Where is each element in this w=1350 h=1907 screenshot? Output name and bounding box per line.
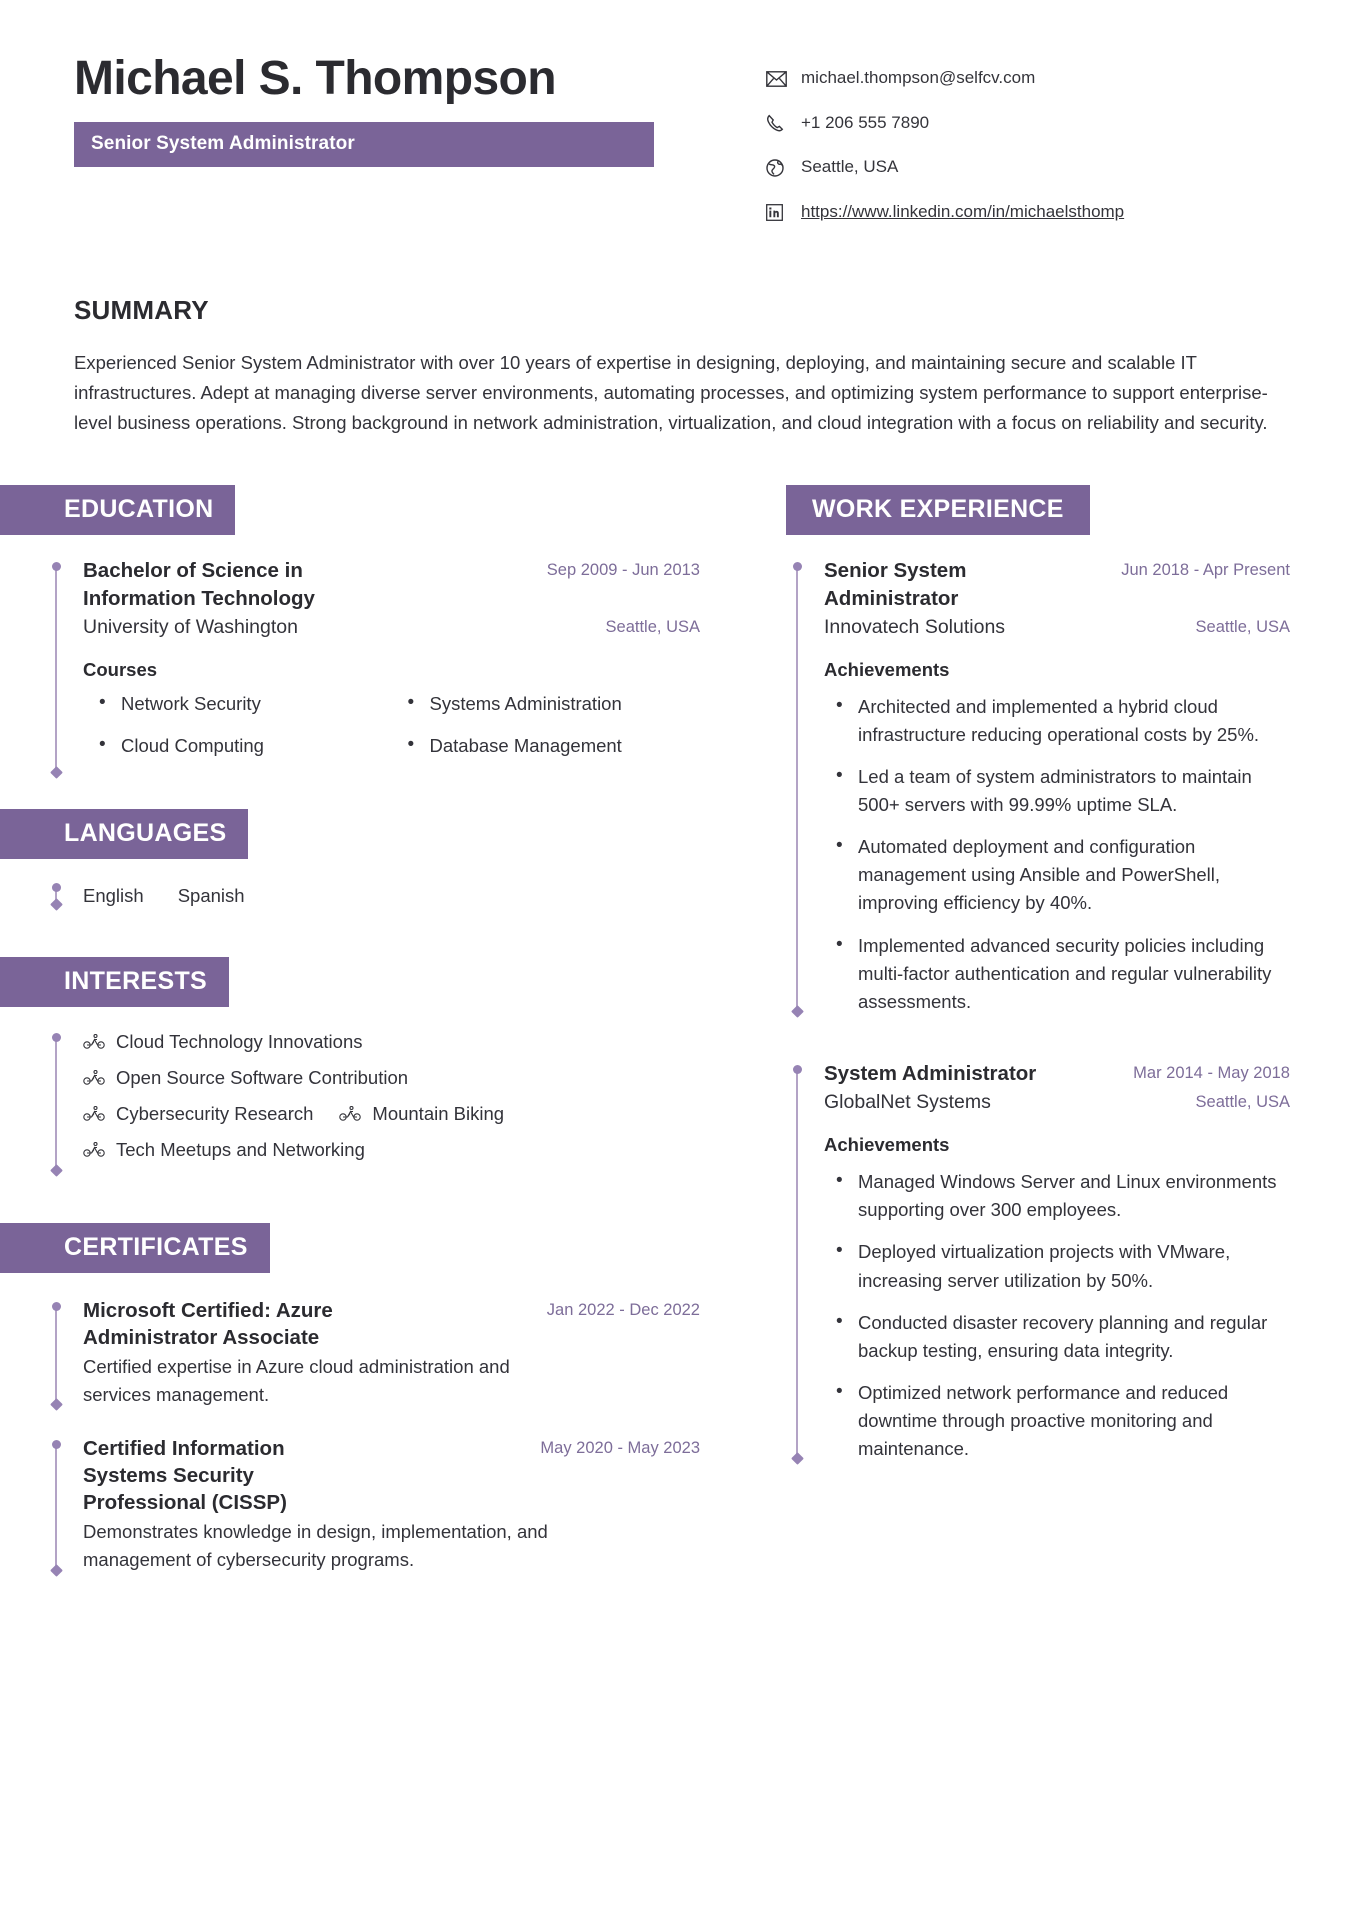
bicycle-icon bbox=[83, 1032, 107, 1052]
envelope-icon bbox=[766, 68, 792, 89]
timeline-line bbox=[55, 1037, 57, 1173]
languages-list bbox=[83, 885, 700, 907]
timeline-dot-top bbox=[52, 1302, 61, 1311]
languages-entry bbox=[55, 883, 700, 909]
achievement-item: • Led a team of system administrators to maintain 500+ servers with 99.99% uptime SLA. bbox=[824, 763, 1284, 819]
summary-text: Experienced Senior System Administrator with over 10 years of expertise in designing, deploying, and maintaining secure and scalable IT infrastructures. Adept at managing diverse server environments, automating processes, and optimizing system performance to support enterprise-level business operations. Strong background in network administration, virtualization, and cloud integration with a focus on reliability and security. bbox=[74, 351, 1268, 433]
contact-item-linkedin[interactable] bbox=[766, 200, 1280, 225]
summary-heading: SUMMARY bbox=[74, 294, 209, 325]
timeline-dot-top bbox=[52, 883, 61, 892]
courses-label: Courses bbox=[83, 658, 158, 680]
school-name: University of Washington bbox=[83, 615, 298, 638]
interest-label: Cloud Technology Innovations bbox=[116, 1030, 363, 1052]
interest-item bbox=[339, 1103, 504, 1125]
achievements-list bbox=[824, 693, 1290, 1016]
bicycle-icon bbox=[83, 1068, 107, 1088]
certificate-entry bbox=[55, 1435, 700, 1574]
phone-icon bbox=[766, 113, 792, 134]
certificate-description: Certified expertise in Azure cloud administration and services management. bbox=[83, 1355, 510, 1406]
timeline-dot-top bbox=[52, 1440, 61, 1449]
left-column bbox=[0, 485, 700, 1574]
resume-body bbox=[0, 485, 1350, 1574]
contact-item-location[interactable] bbox=[766, 155, 1280, 180]
timeline-dot-top bbox=[793, 1065, 802, 1074]
language-item: Spanish bbox=[177, 884, 245, 906]
achievement-item: • Optimized network performance and reduced downtime through proactive monitoring and maintenance. bbox=[824, 1379, 1284, 1463]
contact-linkedin-text[interactable]: https://www.linkedin.com/in/michaelsthomp bbox=[801, 201, 1125, 221]
achievement-item: • Deployed virtualization projects with VMware, increasing server utilization by 50%. bbox=[824, 1238, 1284, 1294]
timeline-dot-bottom bbox=[791, 1452, 804, 1465]
education-entry bbox=[55, 557, 700, 776]
globe-icon bbox=[766, 157, 792, 178]
interest-item bbox=[83, 1067, 674, 1089]
degree-title: Bachelor of Science in Information Technology bbox=[83, 559, 315, 610]
courses-list bbox=[83, 693, 700, 777]
job-date: Jun 2018 - Apr Present bbox=[1121, 561, 1290, 580]
bicycle-icon bbox=[339, 1104, 363, 1124]
interest-label: Mountain Biking bbox=[372, 1102, 505, 1124]
achievement-item: • Managed Windows Server and Linux environments supporting over 300 employees. bbox=[824, 1168, 1284, 1224]
header-identity bbox=[74, 52, 674, 167]
achievement-item: • Automated deployment and configuration management using Ansible and PowerShell, improving efficiency by 40%. bbox=[824, 833, 1284, 917]
interests-list bbox=[83, 1031, 700, 1175]
interest-label: Cybersecurity Research bbox=[116, 1102, 314, 1124]
work-experience-heading: WORK EXPERIENCE bbox=[786, 485, 1090, 535]
education-location: Seattle, USA bbox=[605, 618, 700, 637]
timeline-dot-top bbox=[52, 562, 61, 571]
job-location: Seattle, USA bbox=[1195, 1092, 1290, 1111]
timeline-dot-bottom bbox=[50, 1564, 63, 1577]
certificate-date: Jan 2022 - Dec 2022 bbox=[546, 1300, 700, 1319]
contact-phone-text: +1 206 555 7890 bbox=[801, 112, 930, 132]
timeline-dot-top bbox=[793, 562, 802, 571]
languages-heading: LANGUAGES bbox=[0, 809, 248, 859]
certificates-heading: CERTIFICATES bbox=[0, 1223, 270, 1273]
contact-email-text: michael.thompson@selfcv.com bbox=[801, 68, 1036, 87]
achievements-list bbox=[824, 1168, 1290, 1463]
interest-label: Tech Meetups and Networking bbox=[116, 1138, 365, 1160]
certificate-title: Microsoft Certified: Azure Administrator Associate bbox=[83, 1298, 333, 1349]
timeline-line bbox=[55, 1306, 57, 1405]
timeline-line bbox=[55, 1444, 57, 1570]
achievements-label: Achievements bbox=[824, 658, 950, 680]
course-item: • Database Management bbox=[392, 735, 701, 757]
timeline-dot-top bbox=[52, 1033, 61, 1042]
page-title: Michael S. Thompson bbox=[74, 52, 556, 105]
work-experience-section bbox=[700, 485, 1290, 1463]
linkedin-icon bbox=[766, 202, 792, 223]
interests-heading: INTERESTS bbox=[0, 957, 229, 1007]
job-title-banner: Senior System Administrator bbox=[74, 122, 654, 167]
achievement-item: • Conducted disaster recovery planning and regular backup testing, ensuring data integrity. bbox=[824, 1309, 1284, 1365]
interest-label: Open Source Software Contribution bbox=[116, 1066, 409, 1088]
work-entry bbox=[796, 1060, 1290, 1463]
bicycle-icon bbox=[83, 1140, 107, 1160]
achievements-label: Achievements bbox=[824, 1134, 950, 1156]
timeline-line bbox=[55, 566, 57, 772]
certificate-date: May 2020 - May 2023 bbox=[540, 1439, 700, 1458]
contact-item-email[interactable] bbox=[766, 66, 1280, 91]
languages-section bbox=[0, 809, 700, 909]
company-name: GlobalNet Systems bbox=[824, 1090, 991, 1113]
course-item: • Systems Administration bbox=[392, 693, 701, 715]
interests-entry bbox=[55, 1031, 700, 1175]
right-column bbox=[700, 485, 1350, 1477]
summary-section bbox=[0, 245, 1350, 438]
language-item: English bbox=[83, 884, 144, 906]
resume-header bbox=[0, 0, 1350, 245]
course-item: • Cloud Computing bbox=[83, 735, 392, 757]
certificate-title: Certified Information Systems Security Professional (CISSP) bbox=[83, 1437, 287, 1515]
contact-location-text: Seattle, USA bbox=[801, 157, 899, 177]
certificates-section bbox=[0, 1223, 700, 1575]
timeline-dot-bottom bbox=[791, 1005, 804, 1018]
certificate-description: Demonstrates knowledge in design, implementation, and management of cybersecurity programs. bbox=[83, 1521, 548, 1571]
interest-item bbox=[83, 1103, 313, 1125]
contact-list bbox=[674, 52, 1280, 245]
education-section bbox=[0, 485, 700, 776]
interest-item bbox=[83, 1139, 674, 1161]
education-date: Sep 2009 - Jun 2013 bbox=[546, 561, 700, 580]
contact-item-phone[interactable] bbox=[766, 111, 1280, 136]
company-name: Innovatech Solutions bbox=[824, 615, 1006, 638]
work-entry bbox=[796, 557, 1290, 1015]
timeline-line bbox=[796, 1069, 798, 1459]
job-title: Senior System Administrator bbox=[824, 559, 967, 610]
interest-item bbox=[83, 1031, 674, 1053]
achievement-item: • Implemented advanced security policies including multi-factor authentication and regular vulnerability assessments. bbox=[824, 932, 1284, 1016]
job-location: Seattle, USA bbox=[1195, 618, 1290, 637]
course-item: • Network Security bbox=[83, 693, 392, 715]
achievement-item: • Architected and implemented a hybrid cloud infrastructure reducing operational costs by 25%. bbox=[824, 693, 1284, 749]
job-title: System Administrator bbox=[824, 1061, 1037, 1085]
education-heading: EDUCATION bbox=[0, 485, 235, 535]
certificate-entry bbox=[55, 1297, 700, 1409]
bicycle-icon bbox=[83, 1104, 107, 1124]
timeline-line bbox=[796, 566, 798, 1011]
interests-section bbox=[0, 957, 700, 1175]
job-date: Mar 2014 - May 2018 bbox=[1133, 1063, 1290, 1082]
